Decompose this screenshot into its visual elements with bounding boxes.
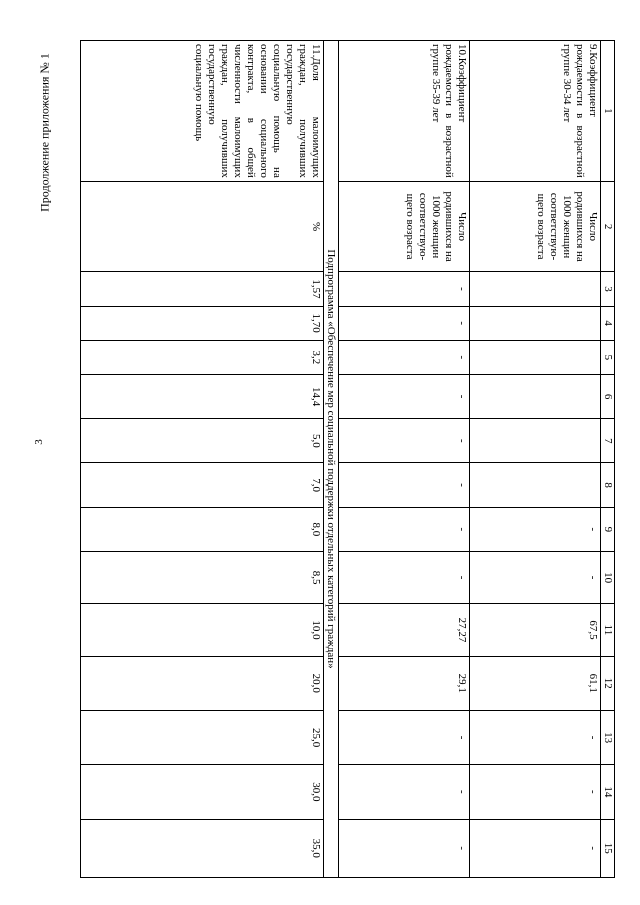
value-cell: - [339,272,470,306]
value-cell: 10,0 [81,604,324,656]
value-cell: 8,0 [81,507,324,551]
value-cell: 3,2 [81,340,324,374]
value-cell [470,374,601,418]
header-cell: 1 [601,41,615,182]
subprogram-row [324,41,339,878]
value-cell: - [470,765,601,819]
subprogram-heading: Подпрограмма «Обеспечение мер социальной поддержки отдельных категорий граждан» [324,41,339,878]
header-cell: 15 [601,819,615,877]
header-cell: 14 [601,765,615,819]
header-cell: 6 [601,374,615,418]
header-cell: 13 [601,710,615,764]
value-cell: 67,5 [470,604,601,656]
indicator-cell: 10.Коэффициент рождаемости в возрастной группе 35-39 лет [339,41,470,182]
value-cell: - [339,710,470,764]
value-cell: - [339,419,470,463]
value-cell: 1,70 [81,306,324,340]
value-cell: 7,0 [81,463,324,507]
value-cell: 27,27 [339,604,470,656]
value-cell [470,463,601,507]
rotated-table-container [47,40,615,878]
value-cell: 61,1 [470,656,601,710]
header-cell: 7 [601,419,615,463]
value-cell: - [470,819,601,877]
header-cell: 8 [601,463,615,507]
value-cell: - [339,819,470,877]
value-cell: - [339,507,470,551]
value-cell: 1,57 [81,272,324,306]
value-cell [470,272,601,306]
unit-cell: Число родившихся на 1000 женщин соответствую-щего возраста [339,181,470,272]
value-cell: 35,0 [81,819,324,877]
value-cell: 25,0 [81,710,324,764]
header-cell: 2 [601,181,615,272]
value-cell: 20,0 [81,656,324,710]
header-row [601,41,615,878]
unit-cell: Число родившихся на 1000 женщин соответствую-щего возраста [470,181,601,272]
indicator-cell: 9.Коэффициент рождаемости в возрастной группе 30-34 лет [470,41,601,182]
unit-cell: % [81,181,324,272]
value-cell: - [339,340,470,374]
header-cell: 4 [601,306,615,340]
table-row [470,41,601,878]
value-cell [470,340,601,374]
value-cell: - [470,507,601,551]
header-cell: 10 [601,551,615,603]
table-row [339,41,470,878]
header-cell: 11 [601,604,615,656]
header-cell: 12 [601,656,615,710]
value-cell: - [339,306,470,340]
value-cell: - [470,551,601,603]
value-cell: - [339,551,470,603]
value-cell: 5,0 [81,419,324,463]
page-number: 3 [32,439,45,445]
header-cell: 3 [601,272,615,306]
value-cell: 29,1 [339,656,470,710]
value-cell [470,419,601,463]
value-cell: 8,5 [81,551,324,603]
continuation-title: Продолжение приложения № 1 [37,53,52,212]
header-cell: 5 [601,340,615,374]
table-row [81,41,324,878]
value-cell: 14,4 [81,374,324,418]
indicator-cell: 11.Доля малоимущих граждан, получивших государственную социальную помощь на основании социального контракта, в общей численности малоимущих граждан, получивших государственную социальную помощь [81,41,324,182]
value-cell: - [339,463,470,507]
value-cell: - [339,765,470,819]
value-cell [470,306,601,340]
header-cell: 9 [601,507,615,551]
value-cell: - [470,710,601,764]
value-cell: 30,0 [81,765,324,819]
indicators-table [80,40,615,878]
value-cell: - [339,374,470,418]
